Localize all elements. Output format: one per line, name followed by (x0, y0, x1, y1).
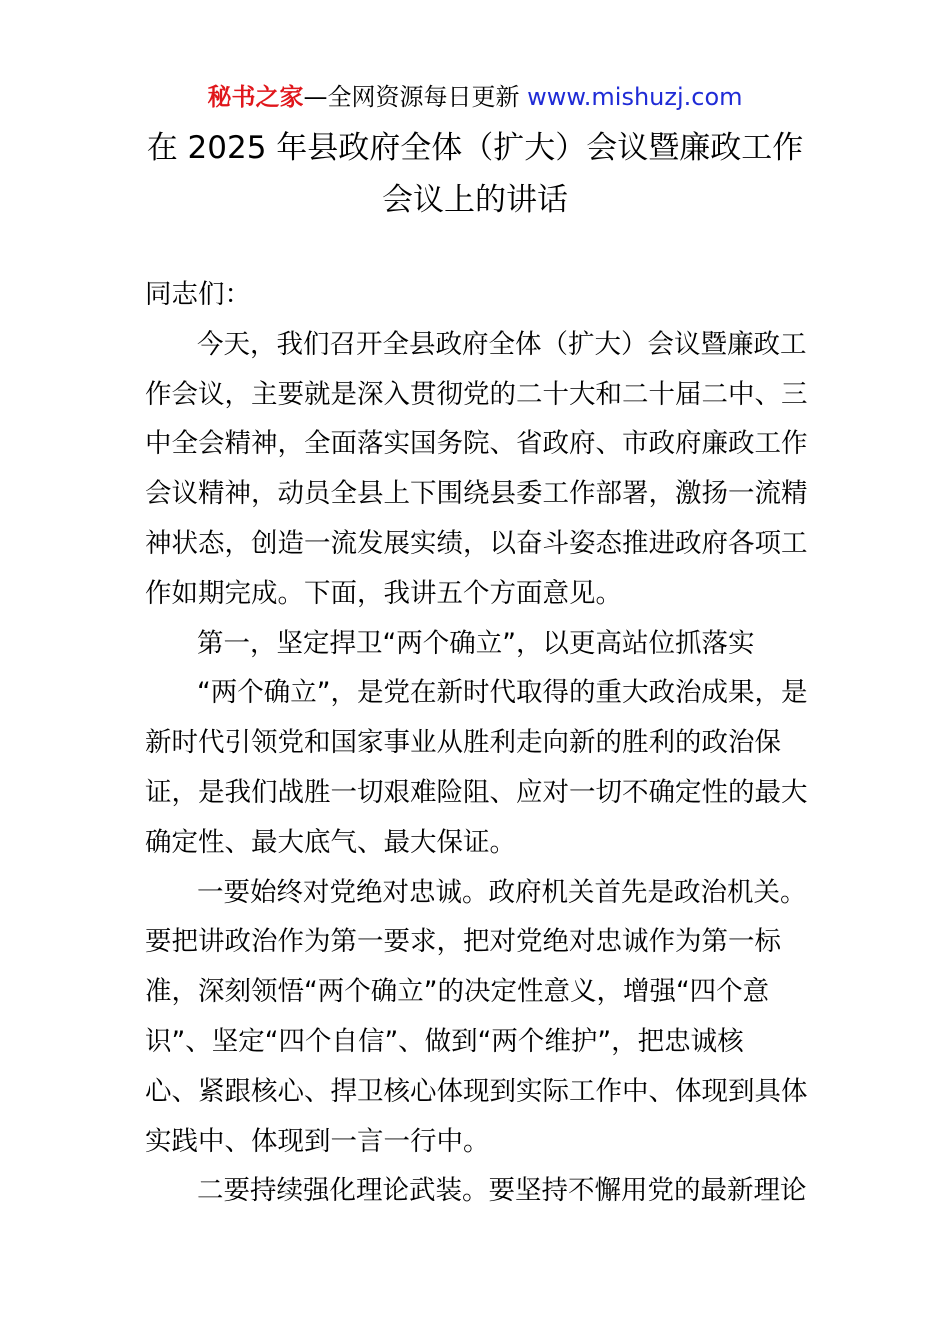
body-line: 一要始终对党绝对忠诚。政府机关首先是政治机关。 (197, 876, 807, 908)
body-line: 证，是我们战胜一切艰难险阻、应对一切不确定性的最大 (145, 776, 808, 808)
body-line: 识”、坚定“四个自信”、做到“两个维护”，把忠诚核 (145, 1025, 744, 1057)
salutation: 同志们： (145, 279, 251, 310)
section-heading: 第一，坚定捍卫“两个确立”，以更高站位抓落实 (197, 627, 755, 659)
body-line: “两个确立”，是党在新时代取得的重大政治成果，是 (197, 677, 808, 709)
title-line-2: 会议上的讲话 (382, 182, 568, 218)
document-title (100, 122, 850, 226)
brand-name: 秘书之家 (207, 83, 304, 111)
body-line: 新时代引领党和国家事业从胜利走向新的胜利的政治保 (145, 727, 781, 759)
body-line: 中全会精神，全面落实国务院、省政府、市政府廉政工作 (145, 428, 808, 460)
header-tagline: —全网资源每日更新 (303, 83, 528, 111)
site-header (0, 80, 950, 114)
document-body (145, 270, 810, 1216)
title-line-1: 在 2025 年县政府全体（扩大）会议暨廉政工作 (146, 130, 804, 166)
site-url-link[interactable]: www.mishuzj.com (527, 83, 743, 111)
body-line: 神状态，创造一流发展实绩，以奋斗姿态推进政府各项工 (145, 527, 808, 559)
body-line: 会议精神，动员全县上下围绕县委工作部署，激扬一流精 (145, 478, 808, 510)
body-line: 二要持续强化理论武装。要坚持不懈用党的最新理论 (197, 1175, 807, 1207)
body-line: 确定性、最大底气、最大保证。 (145, 826, 516, 858)
body-line: 作会议，主要就是深入贯彻党的二十大和二十届二中、三 (145, 378, 808, 410)
body-line: 今天，我们召开全县政府全体（扩大）会议暨廉政工 (197, 328, 807, 360)
body-line: 作如期完成。下面，我讲五个方面意见。 (145, 577, 622, 609)
body-line: 心、紧跟核心、捍卫核心体现到实际工作中、体现到具体 (145, 1075, 808, 1107)
body-line: 要把讲政治作为第一要求，把对党绝对忠诚作为第一标 (145, 926, 781, 958)
body-line: 准，深刻领悟“两个确立”的决定性意义，增强“四个意 (145, 976, 770, 1008)
body-line: 实践中、体现到一言一行中。 (145, 1125, 490, 1157)
